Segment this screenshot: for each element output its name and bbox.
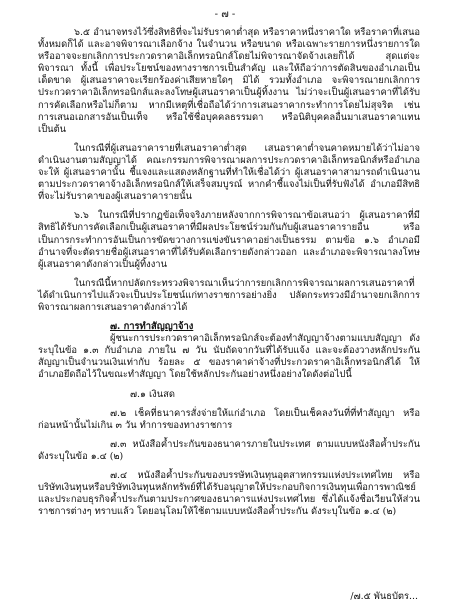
list-item-7-4: ๗.๔ หนังสือค้ำประกันของบรรษัทเงินทุนอุตสาหกรรมแห่งประเทศไทย หรือบริษัทเงินทุนหรือบริษัทเงินทุนหลักทรัพย์ที่ได้รับอนุญาตให้ประกอบกิจการเงินทุนเพื่อการพาณิชย์และประกอบธุรกิจค้ำประกันตามประกาศของธนาคารแห่งประเทศไทย ซึ่งได้แจ้งชื่อเวียนให้ส่วนราชการต่างๆ ทราบแล้ว โดยอนุโลมให้ใช้ตามแบบหนังสือค้ำประกัน ดังระบุในข้อ ๑.๔ (๒) [38,470,420,518]
list-item-7-3: ๗.๓ หนังสือค้ำประกันของธนาคารภายในประเทศ ตามแบบหนังสือค้ำประกัน ดังระบุในข้อ ๑.๔ (๒) [38,438,420,462]
paragraph-6-5: ๖.๕ อำนาจทรงไว้ซึ่งสิทธิที่จะไม่รับราคาต่ำสุด หรือราคาหนึ่งราคาใด หรือราคาที่เสนอทั้งหมดก็ได้ และอาจพิจารณาเลือกจ้าง ในจำนวน หรือขนาด หรือเฉพาะรายการหนึ่งรายการใด หรืออาจจะยกเลิกการประกวดราคาอิเล็กทรอนิกส์โดยไม่พิจารณาจัดจ้างเลยก็ได้ สุดแต่จะพิจารณา ทั้งนี้ เพื่อประโยชน์ของทางราชการเป็นสำคัญ และให้ถือว่าการตัดสินของอำเภอเป็นเด็ดขาด ผู้เสนอราคาจะเรียกร้องค่าเสียหายใดๆ มิได้ รวมทั้งอำเภอ จะพิจารณายกเลิกการประกวดราคาอิเล็กทรอนิกส์และลงโทษผู้เสนอราคาเป็นผู้ทิ้งงาน ไม่ว่าจะเป็นผู้เสนอราคาที่ได้รับการคัดเลือกหรือไม่ก็ตาม หากมีเหตุที่เชื่อถือได้ว่าการเสนอราคากระทำการโดยไม่สุจริต เช่น การเสนอเอกสารอันเป็นเท็จ หรือใช้ชื่อบุคคลธรรมดา หรือนิติบุคคลอื่นมาเสนอราคาแทน เป็นต้น [38,27,420,135]
document-body [38,27,420,518]
list-item-7-2: ๗.๒ เช็คที่ธนาคารสั่งจ่ายให้แก่อำเภอ โดยเป็นเช็คลงวันที่ที่ทำสัญญา หรือก่อนหน้านั้นไม่เกิน ๓ วัน ทำการของทางราชการ [38,407,420,431]
paragraph-cancel: ในกรณีนี้หากปลัดกระทรวงพิจารณาเห็นว่าการยกเลิกการพิจารณาผลการเสนอราคาที่ได้ดำเนินการไปแล้วจะเป็นประโยชน์แก่ทางราชการอย่างยิ่ง ปลัดกระทรวงมีอำนาจยกเลิกการพิจารณาผลการเสนอราคาดังกล่าวได้ [38,277,420,313]
page-number: - ๗ - [214,9,236,20]
section-7-title: ๗. การทำสัญญาจ้าง [110,321,194,333]
paragraph-price-offer: ในกรณีที่ผู้เสนอราคารายที่เสนอราคาต่ำสุด เสนอราคาต่ำจนคาดหมายได้ว่าไม่อาจดำเนินงานตามสัญญาได้ คณะกรรมการพิจารณาผลการประกวดราคาอิเล็กทรอนิกส์หรืออำเภอจะให้ ผู้เสนอราคานั้น ชี้แจงและแสดงหลักฐานที่ทำให้เชื่อได้ว่า ผู้เสนอราคาสามารถดำเนินงานตามประกวดราคาจ้างอิเล็กทรอนิกส์ให้เสร็จสมบูรณ์ หากคำชี้แจงไม่เป็นที่รับฟังได้ อำเภอมีสิทธิที่จะไม่รับราคาของผู้เสนอราคารายนั้น [38,142,420,203]
list-item-7-1: ๗.๑ เงินสด [130,388,175,400]
continuation-note: /๗.๕ พันธบัตร... [350,590,418,602]
section-7-heading [110,321,420,333]
paragraph-7-intro: ผู้ชนะการประกวดราคาอิเล็กทรอนิกส์จะต้องทำสัญญาจ้างตามแบบสัญญา ดังระบุในข้อ ๑.๓ กับอำเภอ ภายใน ๗ วัน นับถัดจากวันที่ได้รับแจ้ง และจะต้องวางหลักประกันสัญญาเป็นจำนวนเงินเท่ากับ ร้อยละ ๕ ของราคาค่าจ้างที่ประกวดราคาอิเล็กทรอนิกส์ได้ ให้อำเภอยึดถือไว้ในขณะทำสัญญา โดยใช้หลักประกันอย่างหนึ่งอย่างใดดังต่อไปนี้ [38,333,420,381]
paragraph-6-6: ๖.๖ ในกรณีที่ปรากฏข้อเท็จจริงภายหลังจากการพิจารณาข้อเสนอว่า ผู้เสนอราคาที่มีสิทธิได้รับการคัดเลือกเป็นผู้เสนอราคาที่มีผลประโยชน์ร่วมกันกับผู้เสนอราคารายอื่น หรือเป็นการกระทำการอันเป็นการขัดขวางการแข่งขันราคาอย่างเป็นธรรม ตามข้อ ๑.๖ อำเภอมีอำนาจที่จะตัดรายชื่อผู้เสนอราคาที่ได้รับคัดเลือกรายดังกล่าวออก และอำเภอจะพิจารณาลงโทษผู้เสนอราคาดังกล่าวเป็นผู้ทิ้งงาน [38,210,420,270]
